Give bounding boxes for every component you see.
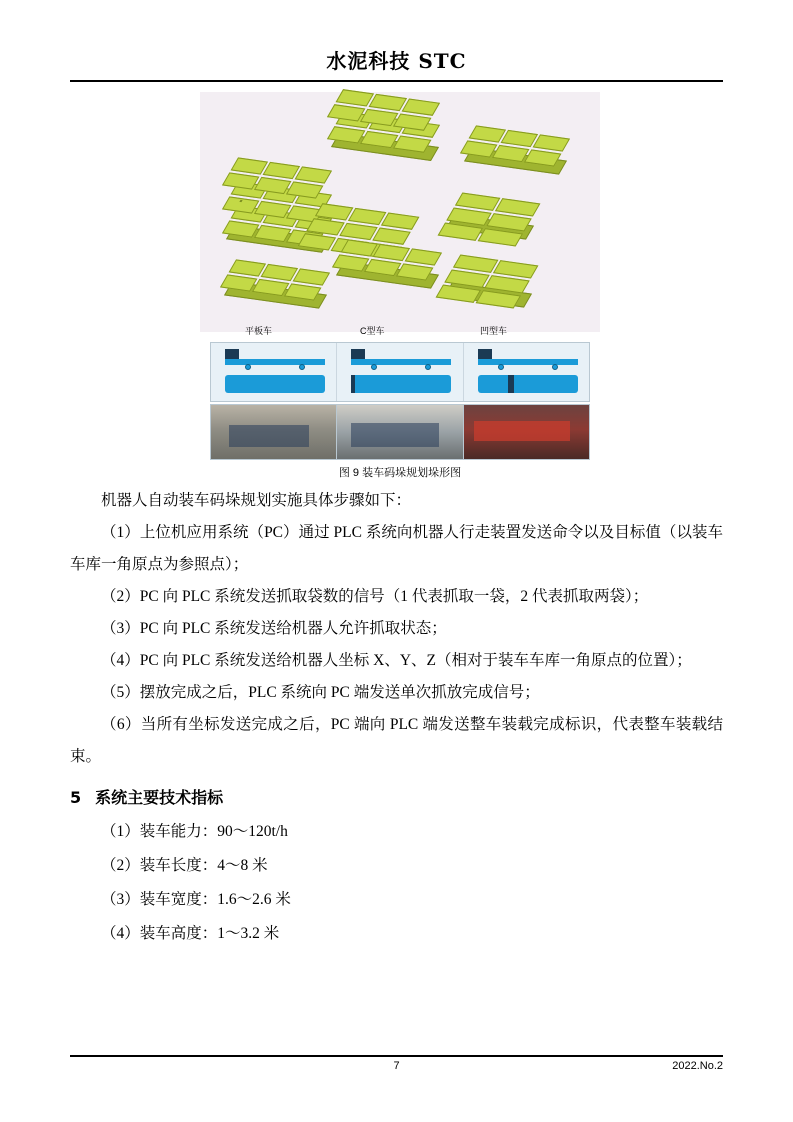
bag-cell <box>460 140 498 157</box>
bag-cell <box>478 228 524 246</box>
truck-schematic-c-type <box>337 343 463 401</box>
bag-cell <box>231 157 269 174</box>
bag-cell <box>327 104 366 121</box>
truck-wheel <box>299 364 305 370</box>
truck-bed-side <box>225 359 325 365</box>
figure-9 <box>200 92 600 479</box>
bag-cell <box>436 285 482 303</box>
truck-bed-top <box>351 375 451 393</box>
bag-cell <box>336 89 375 106</box>
bag-cell <box>533 134 571 151</box>
truck-schematics <box>210 342 590 402</box>
truck-photos <box>210 404 590 460</box>
footer-divider <box>70 1055 723 1057</box>
body-step-4: （4）PC 向 PLC 系统发送给机器人坐标 X、Y、Z（相对于装车车库一角原点的位置）； <box>101 652 692 669</box>
bag-cell <box>339 223 378 240</box>
truck-label-concave: 凹型车 <box>480 326 508 336</box>
truck-bed-top <box>478 375 578 393</box>
bag-cell <box>402 98 441 115</box>
truck-wheel <box>552 364 558 370</box>
bag-cell <box>293 268 331 285</box>
truck-bed-top <box>225 375 325 393</box>
page-footer <box>70 1060 723 1080</box>
issue-label: 2022.No.2 <box>672 1060 723 1072</box>
truck-side-wall <box>351 375 355 393</box>
truck-bed-side <box>351 359 451 365</box>
truck-label-c-type: C型车 <box>360 326 385 336</box>
bag-cell <box>263 162 301 179</box>
truck-photo-c-type <box>337 405 463 459</box>
bag-cell <box>381 212 420 229</box>
truck-bed-side <box>478 359 578 365</box>
truck-wheel <box>245 364 251 370</box>
truck-concave-notch <box>508 375 514 393</box>
bag-cell <box>332 254 370 271</box>
truck-photo-flatbed <box>211 405 337 459</box>
truck-schematic-flatbed <box>211 343 337 401</box>
photo-truck-shape <box>229 425 309 447</box>
bag-cell <box>229 259 267 276</box>
spec-item-4: （4）装车高度：1～3.2 米 <box>101 925 280 942</box>
bag-cell <box>348 208 387 225</box>
document-body <box>70 485 723 951</box>
journal-title: 水泥科技 STC <box>326 49 467 73</box>
photo-truck-shape <box>351 423 439 447</box>
section-title: 系统主要技术指标 <box>95 788 224 807</box>
photo-truck-shape <box>474 421 570 441</box>
truck-schematic-concave <box>464 343 589 401</box>
section-heading <box>70 781 723 815</box>
bag-cell <box>222 172 260 189</box>
body-step-1: （1）上位机应用系统（PC）通过 PLC 系统向机器人行走装置发送命令以及目标值（以装车车库一角原点为参照点）； <box>70 524 723 573</box>
bag-cell <box>369 94 408 111</box>
spec-item-3: （3）装车宽度：1.6～2.6 米 <box>101 891 291 908</box>
spec-item-1: （1）装车能力：90～120t/h <box>101 823 288 840</box>
figure-image <box>200 92 600 479</box>
body-step-3: （3）PC 向 PLC 系统发送给机器人允许抓取状态； <box>101 620 447 637</box>
bag-cell <box>405 248 443 265</box>
page-header <box>70 45 723 74</box>
figure-caption: 图 9 装车码垛规划垛形图 <box>338 467 462 479</box>
section-number: 5 <box>70 788 82 807</box>
bag-cell <box>327 126 366 143</box>
bag-cell <box>220 274 258 291</box>
bag-cell <box>295 166 333 183</box>
bag-cell <box>341 239 379 256</box>
body-step-5: （5）摆放完成之后，PLC 系统向 PC 端发送单次抓放完成信号； <box>101 684 540 701</box>
bag-cell <box>501 130 539 147</box>
bag-cell <box>373 244 411 261</box>
bag-cell <box>372 227 411 244</box>
truck-type-labels <box>200 324 600 342</box>
bag-cell <box>261 264 299 281</box>
body-step-6: （6）当所有坐标发送完成之后，PC 端向 PLC 端发送整车装载完成标识，代表整车装载结束。 <box>70 716 723 765</box>
truck-wheel <box>371 364 377 370</box>
figure-stack-diagram <box>200 92 600 332</box>
page-number: 7 <box>393 1060 400 1072</box>
header-divider <box>70 80 723 82</box>
truck-wheel <box>498 364 504 370</box>
spec-item-2: （2）装车长度：4～8 米 <box>101 857 268 874</box>
truck-photo-concave <box>464 405 589 459</box>
bag-cell <box>476 290 522 308</box>
bag-cell <box>438 223 484 241</box>
bag-cell <box>306 218 345 235</box>
body-step-2: （2）PC 向 PLC 系统发送抓取袋数的信号（1 代表抓取一袋，2 代表抓取两袋）； <box>101 588 649 605</box>
truck-label-flatbed: 平板车 <box>245 326 273 336</box>
truck-wheel <box>425 364 431 370</box>
body-paragraph-intro: 机器人自动装车码垛规划实施具体步骤如下： <box>101 492 412 509</box>
bag-cell <box>315 203 354 220</box>
bag-cell <box>469 125 507 142</box>
